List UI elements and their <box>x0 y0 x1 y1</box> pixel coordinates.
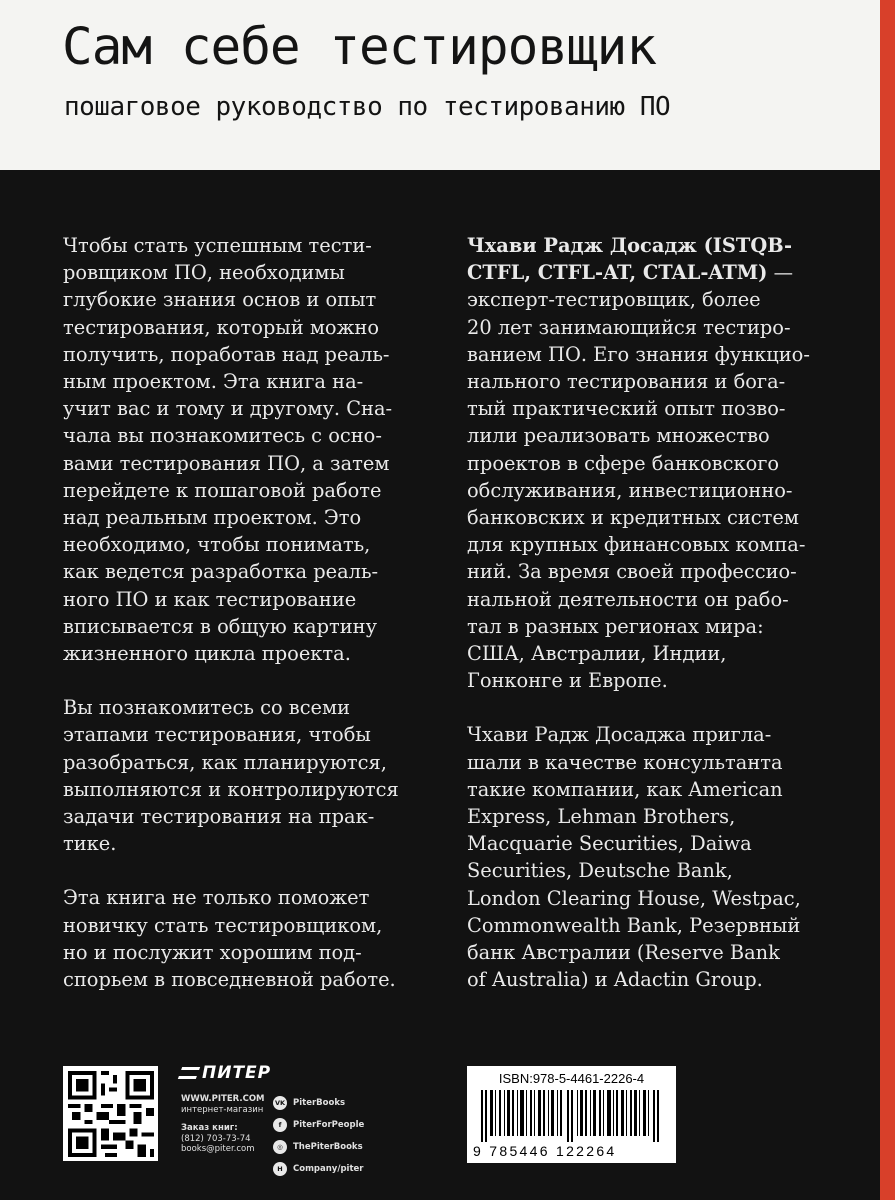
book-subtitle: пошаговое руководство по тестированию ПО <box>64 92 671 122</box>
text-line: глубокие знания основ и опыт <box>63 288 377 312</box>
social-label: ThePiterBooks <box>293 1142 363 1152</box>
text-line: этапами тестирования, чтобы <box>63 723 371 747</box>
text-line: лили реализовать множество <box>467 424 770 448</box>
text-line: такие компании, как American <box>467 777 783 801</box>
text-line: of Australia) и Adactin Group. <box>467 968 763 992</box>
text-line: задачи тестирования на прак- <box>63 805 375 829</box>
social-label: PiterForPeople <box>293 1120 365 1130</box>
publisher-contacts <box>181 1094 265 1155</box>
website-link[interactable]: WWW.PITER.COM <box>181 1094 265 1104</box>
text-line: над реальным проектом. Это <box>63 506 362 530</box>
social-link-vk[interactable] <box>273 1092 364 1114</box>
text-line: ным проектом. Эта книга на- <box>63 370 364 394</box>
author-credentials-line <box>467 259 837 286</box>
text-line: вписывается в общую картину <box>63 614 377 638</box>
instagram-icon: ◎ <box>273 1140 287 1154</box>
text-line: ванием ПО. Его знания функцио- <box>467 342 810 366</box>
shop-label: интернет-магазин <box>181 1104 264 1115</box>
social-label: PiterBooks <box>293 1098 346 1108</box>
order-label: Заказ книг: <box>181 1123 238 1133</box>
author-credentials: CTFL, CTFL-AT, CTAL-ATM) <box>467 261 768 285</box>
social-links <box>273 1092 364 1180</box>
publisher-name: ПИТЕР <box>202 1063 272 1083</box>
text-line: Эта книга не только поможет <box>63 886 370 910</box>
text-line: 20 лет занимающийся тестиро- <box>467 315 791 339</box>
description-paragraph-1 <box>63 232 423 667</box>
text-line: тый практический опыт позво- <box>467 397 786 421</box>
description-paragraph-2 <box>63 694 423 857</box>
text-line: Гонконге и Европе. <box>467 669 668 693</box>
text-line: жизненного цикла проекта. <box>63 642 351 666</box>
text-line: Чхави Радж Досаджа пригла- <box>467 723 772 747</box>
text-line: тестирования, который можно <box>63 315 380 339</box>
text-line: проектов в сфере банковского <box>467 451 780 475</box>
isbn-barcode-box <box>467 1066 676 1163</box>
title-header-band <box>0 0 880 170</box>
red-spine-strip <box>880 0 895 1200</box>
description-paragraph-3 <box>63 884 423 993</box>
text-line: тал в разных регионах мира: <box>467 614 764 638</box>
text-line: банковских и кредитных систем <box>467 506 799 530</box>
text-line: но и послужит хорошим под- <box>63 940 362 964</box>
social-link-facebook[interactable] <box>273 1114 364 1136</box>
book-title: Сам себе тестировщик <box>62 18 657 77</box>
text-line: ного ПО и как тестирование <box>63 587 357 611</box>
author-column <box>467 232 837 993</box>
text-line: Securities, Deutsche Bank, <box>467 859 733 883</box>
email-link[interactable]: books@piter.com <box>181 1144 255 1154</box>
text-line: спорьем в повседневной работе. <box>63 968 396 992</box>
text-line: вами тестирования ПО, а затем <box>63 451 390 475</box>
vk-icon: VK <box>273 1096 287 1110</box>
author-clients <box>467 721 837 993</box>
text-line: чала вы познакомитесь с осно- <box>63 424 382 448</box>
social-link-instagram[interactable] <box>273 1136 364 1158</box>
text-line: как ведется разработка реаль- <box>63 560 379 584</box>
text-line: тике. <box>63 832 117 856</box>
text-line: Вы познакомитесь со всеми <box>63 696 351 720</box>
text-line: Macquarie Securities, Daiwa <box>467 832 752 856</box>
text-line: учит вас и тому и другому. Сна- <box>63 397 393 421</box>
text-line: шали в качестве консультанта <box>467 750 783 774</box>
isbn-digits: 9 785446 122264 <box>473 1143 617 1159</box>
text-line: Commonwealth Bank, Резервный <box>467 913 801 937</box>
description-column <box>63 232 423 993</box>
habr-icon: H <box>273 1162 287 1176</box>
text-line: новичку стать тестировщиком, <box>63 913 383 937</box>
text-line: ний. За время своей профессио- <box>467 560 797 584</box>
author-name-line: Чхави Радж Досадж (ISTQB- <box>467 234 793 257</box>
isbn-label: ISBN:978-5-4461-2226-4 <box>498 1071 645 1086</box>
qr-code-icon[interactable] <box>63 1066 158 1161</box>
piter-logo-icon <box>178 1067 200 1079</box>
facebook-icon: f <box>273 1118 287 1132</box>
text-line: нального тестирования и бога- <box>467 370 786 394</box>
text-line: перейдете к пошаговой работе <box>63 478 382 502</box>
text-line: необходимо, чтобы понимать, <box>63 533 371 557</box>
text-line: разобраться, как планируются, <box>63 750 387 774</box>
text-line: обслуживания, инвестиционно- <box>467 478 793 502</box>
author-dash: — <box>767 261 794 285</box>
text-line: эксперт-тестировщик, более <box>467 288 761 312</box>
text-line: для крупных финансовых компа- <box>467 533 806 557</box>
author-bio <box>467 232 837 694</box>
text-line: Express, Lehman Brothers, <box>467 805 736 829</box>
social-link-habr[interactable] <box>273 1158 364 1180</box>
social-label: Company/piter <box>293 1164 364 1174</box>
barcode-icon <box>481 1090 662 1142</box>
text-line: нальной деятельности он рабо- <box>467 587 789 611</box>
text-line: выполняются и контролируются <box>63 777 399 801</box>
text-line: США, Австралии, Индии, <box>467 642 727 666</box>
text-line: банк Австралии (Reserve Bank <box>467 941 780 965</box>
text-line: Чтобы стать успешным тести- <box>63 234 372 257</box>
phone-number: (812) 703-73-74 <box>181 1133 251 1144</box>
text-line: London Clearing House, Westpac, <box>467 886 801 910</box>
text-line: получить, поработав над реаль- <box>63 342 390 366</box>
text-line: ровщиком ПО, необходимы <box>63 261 345 285</box>
publisher-logo <box>180 1063 271 1083</box>
